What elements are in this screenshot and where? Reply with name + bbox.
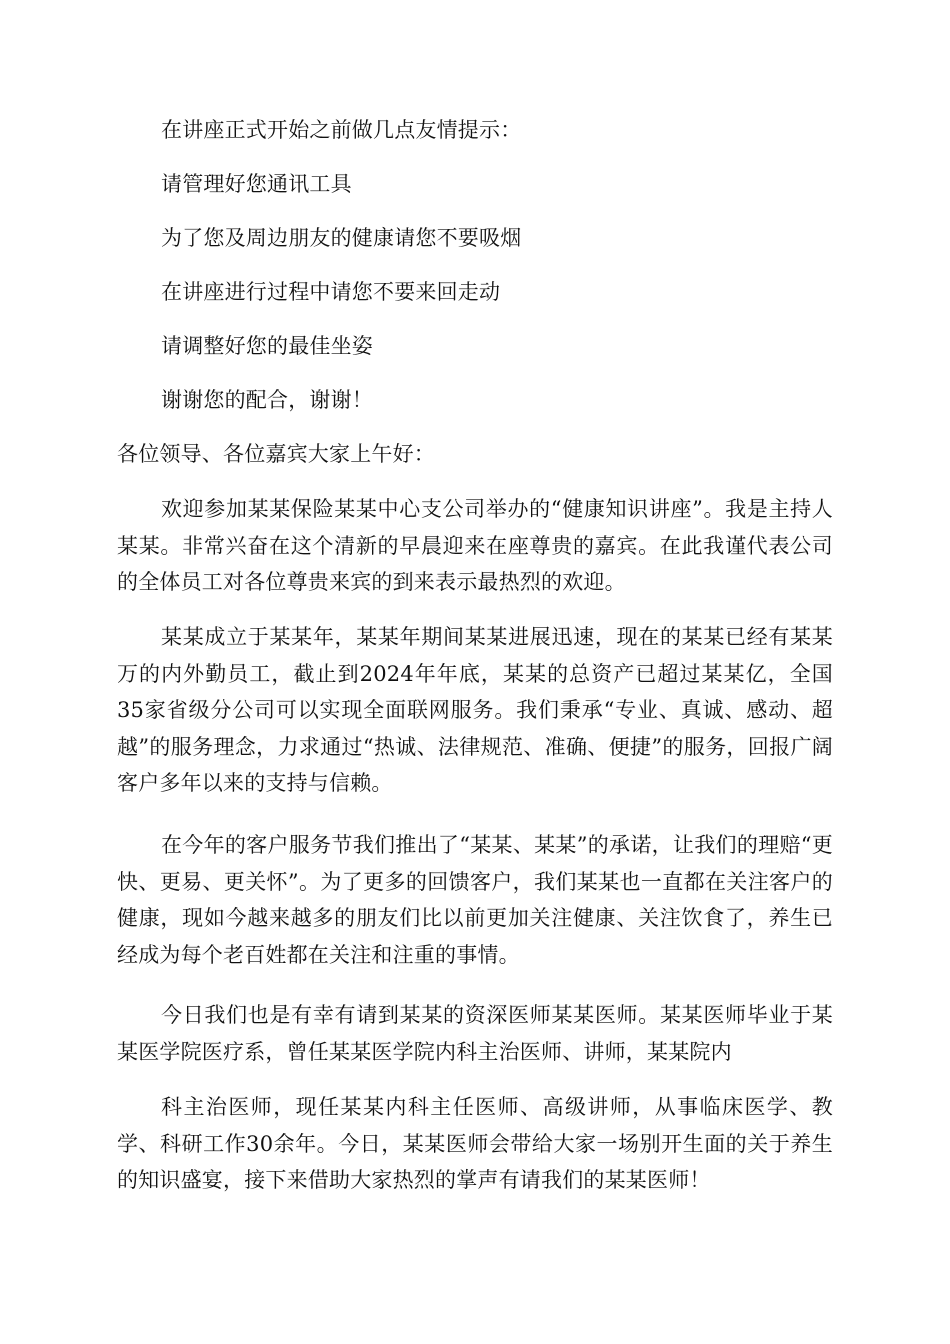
paragraph-company: 某某成立于某某年，某某年期间某某进展迅速，现在的某某已经有某某万的内外勤员工，截止到2024年年底，某某的总资产已超过某某亿，全国35家省级分公司可以实现全面联网服务。我们秉承“专业、真诚、感动、超越”的服务理念，力求通过“热诚、法律规范、准确、便捷”的服务，回报广阔客户多年以来的支持与信赖。 [117, 625, 833, 795]
paragraph-welcome: 欢迎参加某某保险某某中心支公司举办的“健康知识讲座”。我是主持人某某。非常兴奋在这个清新的早晨迎来在座尊贵的嘉宾。在此我谨代表公司的全体员工对各位尊贵来宾的到来表示最热烈的欢迎。 [117, 497, 833, 594]
tips-intro: 在讲座正式开始之前做几点友情提示： [161, 118, 522, 142]
tip-item: 谢谢您的配合，谢谢！ [161, 388, 373, 412]
tip-item: 请调整好您的最佳坐姿 [161, 334, 373, 358]
greeting: 各位领导、各位嘉宾大家上午好： [117, 442, 435, 466]
tip-item: 请管理好您通讯工具 [161, 172, 352, 196]
tip-item: 为了您及周边朋友的健康请您不要吸烟 [161, 226, 522, 250]
paragraph-doctor-details: 科主治医师，现任某某内科主任医师、高级讲师，从事临床医学、教学、科研工作30余年。今日，某某医师会带给大家一场别开生面的关于养生的知识盛宴，接下来借助大家热烈的掌声有请我们的某某医师！ [117, 1095, 833, 1192]
tip-item: 在讲座进行过程中请您不要来回走动 [161, 280, 501, 304]
paragraph-service: 在今年的客户服务节我们推出了“某某、某某”的承诺，让我们的理赔“更快、更易、更关怀”。为了更多的回馈客户，我们某某也一直都在关注客户的健康，现如今越来越多的朋友们比以前更加关注健康、关注饮食了，养生已经成为每个老百姓都在关注和注重的事情。 [117, 833, 833, 967]
paragraph-doctor-intro: 今日我们也是有幸有请到某某的资深医师某某医师。某某医师毕业于某某医学院医疗系，曾任某某医学院内科主治医师、讲师，某某院内 [117, 1003, 833, 1064]
